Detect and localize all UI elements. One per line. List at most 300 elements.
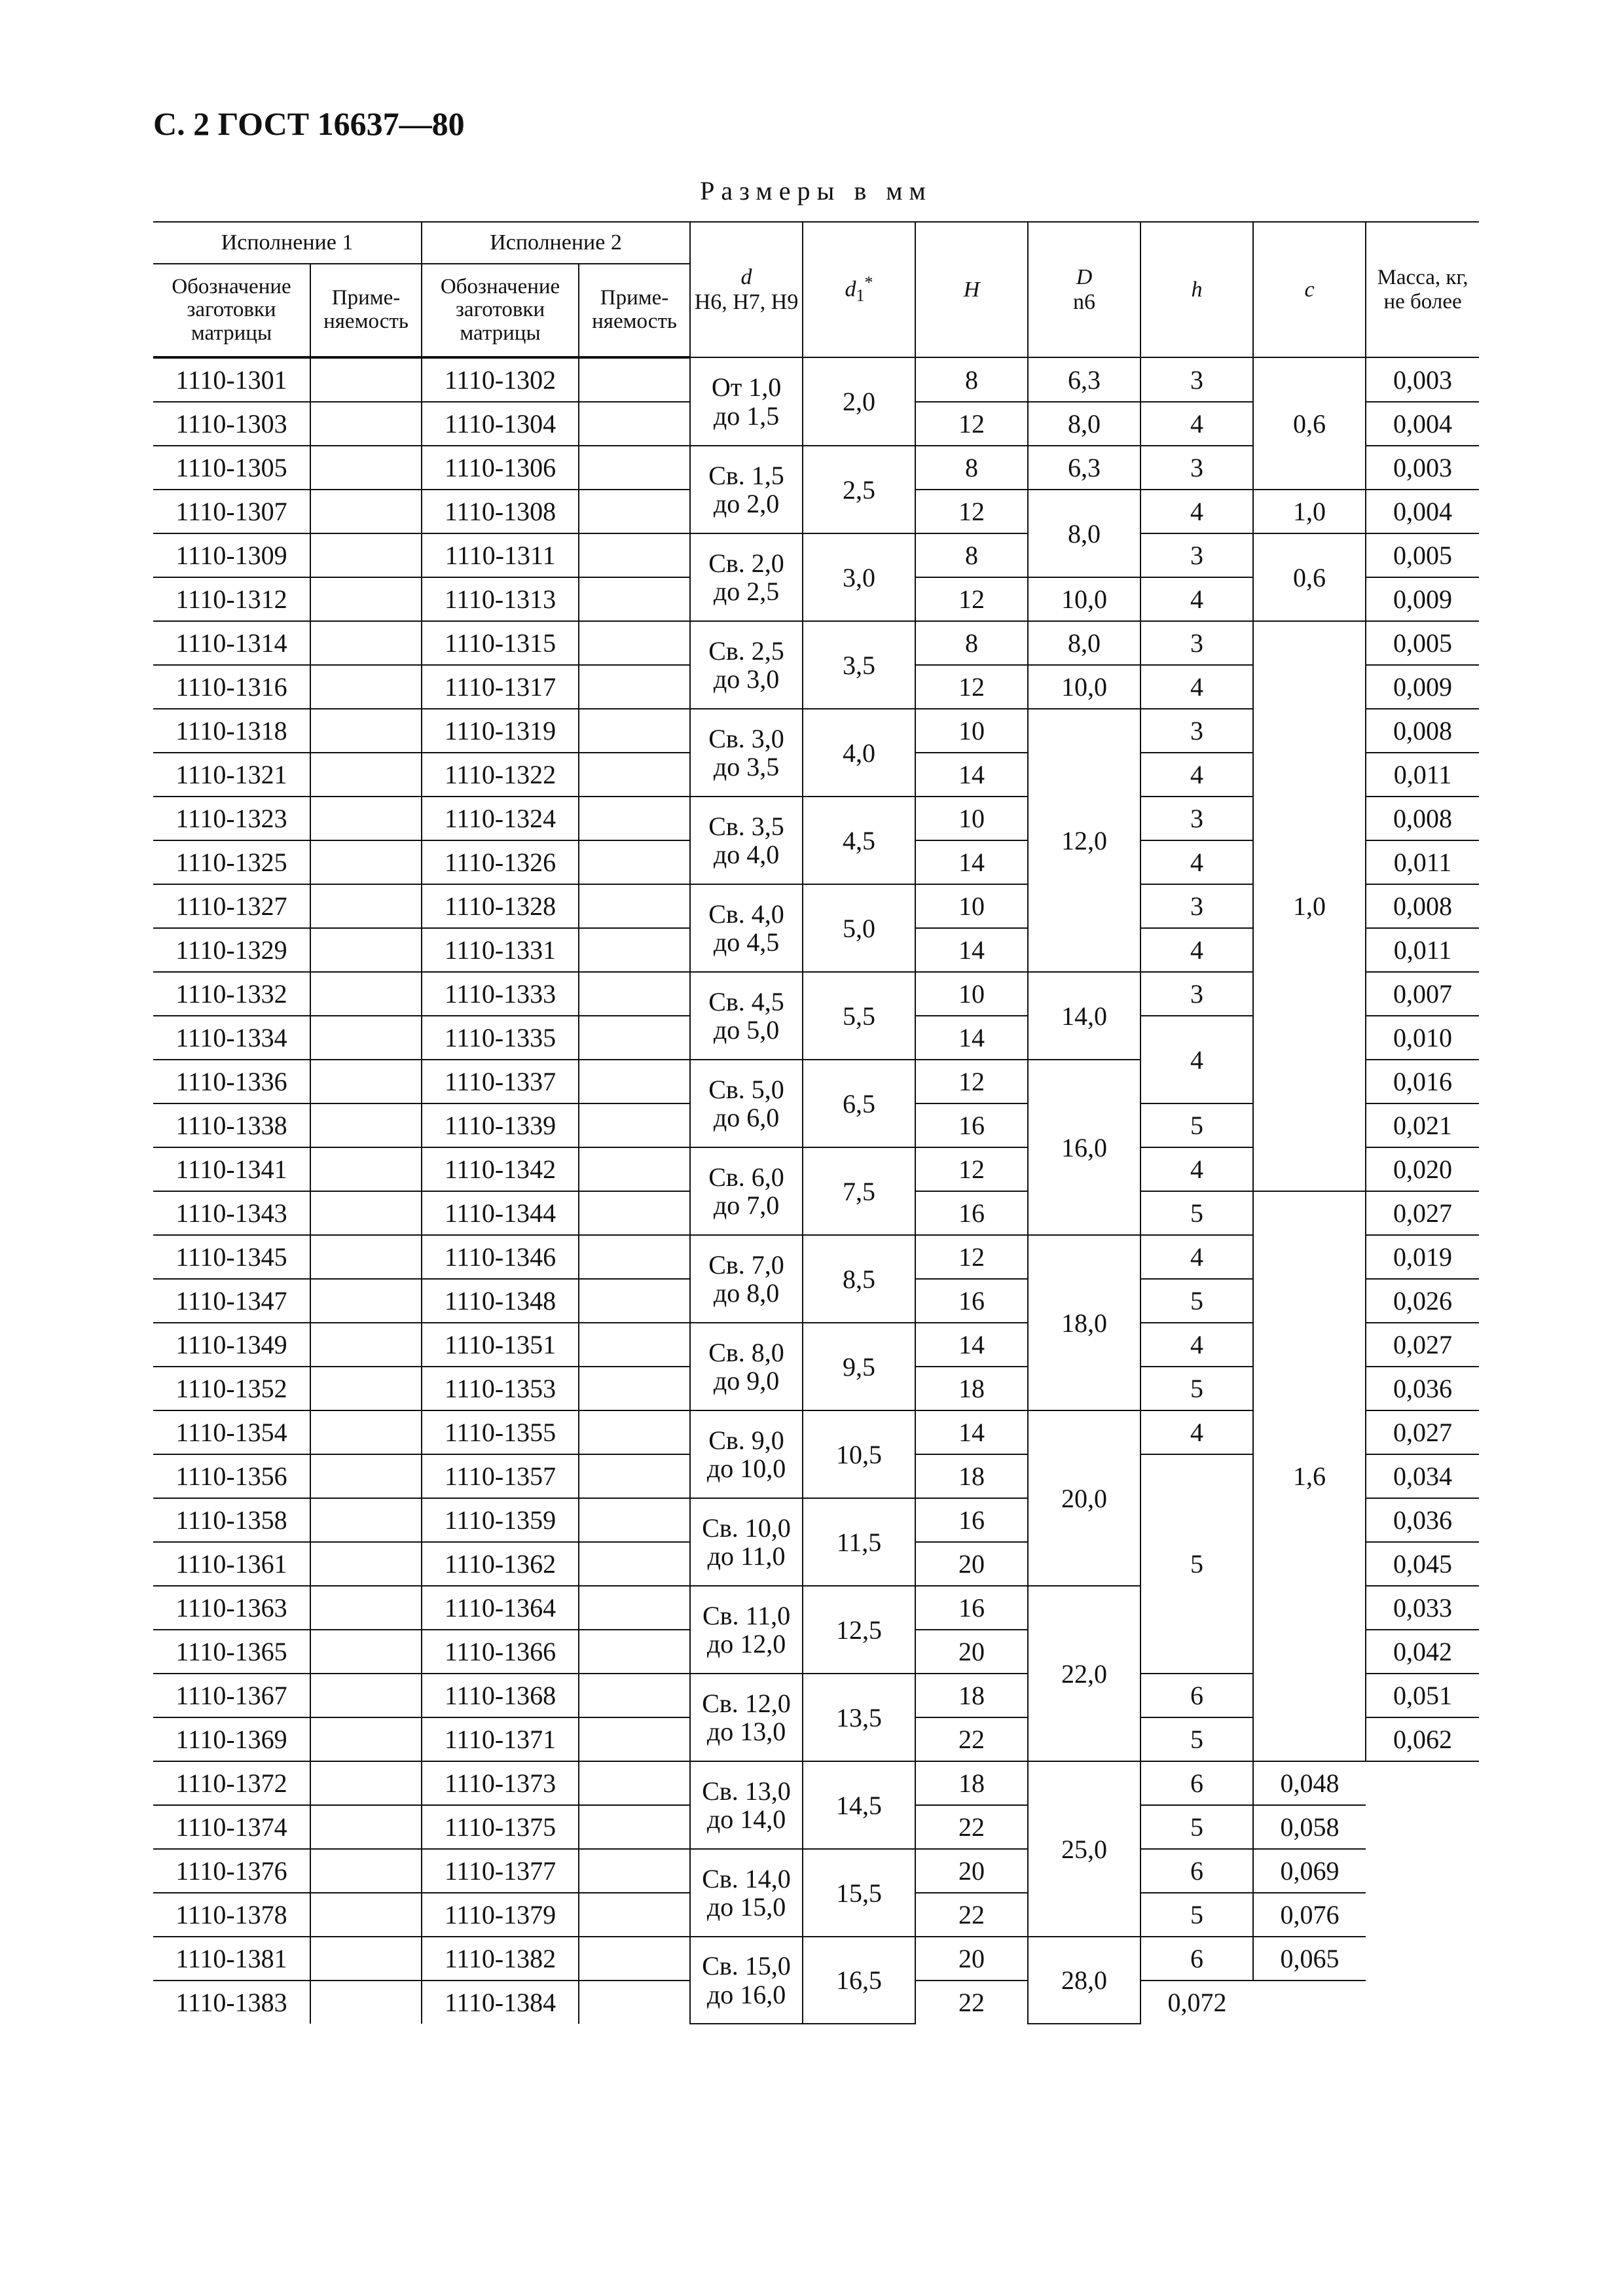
cell-H: 20 [915, 1849, 1028, 1893]
applicability-2 [579, 1630, 690, 1674]
cell-d: Св. 12,0 до 13,0 [690, 1674, 803, 1761]
cell-H: 8 [915, 357, 1028, 402]
designation-2: 1110-1346 [422, 1235, 579, 1279]
applicability-1 [310, 1630, 422, 1674]
cell-h: 5 [1140, 1805, 1253, 1849]
cell-H: 18 [915, 1367, 1028, 1410]
cell-H: 10 [915, 884, 1028, 928]
applicability-2 [579, 533, 690, 577]
cell-mass: 0,010 [1366, 1016, 1479, 1060]
designation-2: 1110-1353 [422, 1367, 579, 1410]
applicability-2 [579, 1279, 690, 1323]
applicability-2 [579, 709, 690, 753]
page-header: С. 2 ГОСТ 16637—80 [153, 105, 465, 142]
cell-h: 3 [1140, 797, 1253, 840]
D-tolerance: n6 [1073, 289, 1096, 314]
designation-1: 1110-1356 [153, 1454, 310, 1498]
applicability-1 [310, 357, 422, 402]
applicability-1 [310, 1981, 422, 2024]
applicability-2 [579, 753, 690, 797]
cell-H: 18 [915, 1761, 1028, 1805]
designation-1: 1110-1318 [153, 709, 310, 753]
applicability-2 [579, 1016, 690, 1060]
cell-d: Св. 2,0 до 2,5 [690, 533, 803, 621]
applicability-1 [310, 402, 422, 446]
cell-H: 20 [915, 1937, 1028, 1981]
cell-d: Св. 5,0 до 6,0 [690, 1060, 803, 1147]
applicability-1 [310, 1410, 422, 1454]
applicability-1 [310, 709, 422, 753]
cell-mass: 0,011 [1366, 753, 1479, 797]
column-header-mass: Масса, кг, не более [1366, 222, 1479, 357]
designation-2: 1110-1328 [422, 884, 579, 928]
designation-1: 1110-1374 [153, 1805, 310, 1849]
cell-H: 8 [915, 533, 1028, 577]
cell-D: 6,3 [1028, 446, 1140, 490]
dimensions-table [153, 221, 1479, 2024]
applicability-1 [310, 1323, 422, 1367]
designation-2: 1110-1322 [422, 753, 579, 797]
cell-H: 14 [915, 753, 1028, 797]
cell-h: 5 [1140, 1279, 1253, 1323]
cell-D: 22,0 [1028, 1586, 1140, 1761]
designation-1: 1110-1367 [153, 1674, 310, 1717]
designation-2: 1110-1315 [422, 621, 579, 665]
cell-H: 14 [915, 1410, 1028, 1454]
cell-h: 4 [1140, 402, 1253, 446]
cell-d: Св. 7,0 до 8,0 [690, 1235, 803, 1323]
cell-H: 22 [915, 1805, 1028, 1849]
designation-2: 1110-1384 [422, 1981, 579, 2024]
cell-mass: 0,042 [1366, 1630, 1479, 1674]
designation-1: 1110-1354 [153, 1410, 310, 1454]
cell-mass: 0,033 [1366, 1586, 1479, 1630]
d-symbol: d [740, 265, 752, 290]
cell-d: Св. 6,0 до 7,0 [690, 1147, 803, 1235]
cell-mass: 0,058 [1253, 1805, 1366, 1849]
cell-H: 18 [915, 1454, 1028, 1498]
cell-mass: 0,008 [1366, 884, 1479, 928]
designation-2: 1110-1333 [422, 972, 579, 1016]
applicability-1 [310, 665, 422, 709]
cell-mass: 0,004 [1366, 402, 1479, 446]
cell-mass: 0,005 [1366, 533, 1479, 577]
cell-h: 5 [1140, 1103, 1253, 1147]
applicability-1 [310, 797, 422, 840]
D-symbol: D [1076, 265, 1093, 290]
cell-H: 16 [915, 1586, 1028, 1630]
cell-D: 8,0 [1028, 621, 1140, 665]
designation-2: 1110-1308 [422, 490, 579, 533]
applicability-1 [310, 533, 422, 577]
table-row [153, 533, 1479, 577]
applicability-1 [310, 753, 422, 797]
applicability-2 [579, 1761, 690, 1805]
designation-2: 1110-1331 [422, 928, 579, 972]
designation-2: 1110-1348 [422, 1279, 579, 1323]
applicability-2 [579, 840, 690, 884]
designation-2: 1110-1359 [422, 1498, 579, 1542]
designation-1: 1110-1314 [153, 621, 310, 665]
designation-2: 1110-1379 [422, 1893, 579, 1937]
applicability-2 [579, 402, 690, 446]
designation-1: 1110-1325 [153, 840, 310, 884]
designation-1: 1110-1378 [153, 1893, 310, 1937]
cell-h: 3 [1140, 709, 1253, 753]
designation-1: 1110-1301 [153, 357, 310, 402]
cell-H: 16 [915, 1498, 1028, 1542]
cell-D: 25,0 [1028, 1761, 1140, 1937]
cell-mass: 0,021 [1366, 1103, 1479, 1147]
cell-d1: 16,5 [803, 1937, 915, 2024]
cell-d1: 14,5 [803, 1761, 915, 1849]
cell-d: Св. 4,0 до 4,5 [690, 884, 803, 972]
cell-H: 22 [915, 1981, 1028, 2024]
cell-H: 14 [915, 840, 1028, 884]
cell-h: 3 [1140, 357, 1253, 402]
cell-H: 16 [915, 1279, 1028, 1323]
cell-h: 3 [1140, 972, 1253, 1016]
designation-2: 1110-1306 [422, 446, 579, 490]
cell-H: 14 [915, 1323, 1028, 1367]
applicability-2 [579, 1323, 690, 1367]
applicability-2 [579, 1235, 690, 1279]
column-header-h: h [1140, 222, 1253, 357]
designation-2: 1110-1362 [422, 1542, 579, 1586]
cell-h: 4 [1140, 577, 1253, 621]
cell-d: Св. 15,0 до 16,0 [690, 1937, 803, 2024]
column-header-designation-2: Обозначение заготовки матрицы [422, 264, 579, 357]
cell-d: Св. 3,5 до 4,0 [690, 797, 803, 884]
applicability-1 [310, 1761, 422, 1805]
designation-1: 1110-1349 [153, 1323, 310, 1367]
cell-d1: 9,5 [803, 1323, 915, 1410]
applicability-2 [579, 1498, 690, 1542]
cell-H: 8 [915, 621, 1028, 665]
cell-h: 4 [1140, 665, 1253, 709]
designation-2: 1110-1364 [422, 1586, 579, 1630]
designation-2: 1110-1377 [422, 1849, 579, 1893]
designation-2: 1110-1326 [422, 840, 579, 884]
applicability-2 [579, 1454, 690, 1498]
cell-d1: 4,0 [803, 709, 915, 797]
cell-mass: 0,045 [1366, 1542, 1479, 1586]
cell-d: Св. 11,0 до 12,0 [690, 1586, 803, 1674]
cell-mass: 0,019 [1366, 1235, 1479, 1279]
cell-H: 10 [915, 972, 1028, 1016]
cell-h: 5 [1140, 1367, 1253, 1410]
applicability-1 [310, 1060, 422, 1103]
cell-h: 4 [1140, 490, 1253, 533]
applicability-2 [579, 490, 690, 533]
applicability-2 [579, 665, 690, 709]
cell-H: 22 [915, 1717, 1028, 1761]
applicability-1 [310, 1454, 422, 1498]
cell-H: 12 [915, 490, 1028, 533]
designation-1: 1110-1352 [153, 1367, 310, 1410]
column-header-c: c [1253, 222, 1366, 357]
applicability-1 [310, 1147, 422, 1191]
designation-1: 1110-1321 [153, 753, 310, 797]
designation-2: 1110-1351 [422, 1323, 579, 1367]
cell-mass: 0,009 [1366, 665, 1479, 709]
applicability-2 [579, 1849, 690, 1893]
cell-c: 1,0 [1253, 621, 1366, 1191]
applicability-1 [310, 577, 422, 621]
cell-H: 20 [915, 1630, 1028, 1674]
designation-2: 1110-1355 [422, 1410, 579, 1454]
cell-mass: 0,003 [1366, 357, 1479, 402]
cell-H: 10 [915, 709, 1028, 753]
cell-h: 4 [1140, 840, 1253, 884]
cell-d1: 2,5 [803, 446, 915, 533]
cell-mass: 0,065 [1253, 1937, 1366, 1981]
designation-2: 1110-1342 [422, 1147, 579, 1191]
cell-h: 5 [1140, 1191, 1253, 1235]
designation-2: 1110-1317 [422, 665, 579, 709]
group-header-execution-1: Исполнение 1 [153, 222, 422, 264]
cell-mass: 0,011 [1366, 840, 1479, 884]
cell-D: 12,0 [1028, 709, 1140, 972]
cell-H: 14 [915, 1016, 1028, 1060]
cell-mass: 0,027 [1366, 1410, 1479, 1454]
designation-2: 1110-1302 [422, 357, 579, 402]
cell-H: 20 [915, 1542, 1028, 1586]
designation-1: 1110-1381 [153, 1937, 310, 1981]
applicability-2 [579, 1586, 690, 1630]
cell-mass: 0,007 [1366, 972, 1479, 1016]
cell-d: Св. 3,0 до 3,5 [690, 709, 803, 797]
applicability-1 [310, 1235, 422, 1279]
cell-d: Св. 2,5 до 3,0 [690, 621, 803, 709]
designation-2: 1110-1375 [422, 1805, 579, 1849]
applicability-1 [310, 1367, 422, 1410]
cell-H: 12 [915, 577, 1028, 621]
applicability-1 [310, 1016, 422, 1060]
applicability-2 [579, 1367, 690, 1410]
cell-c: 1,6 [1253, 1191, 1366, 1761]
table-row [153, 1849, 1479, 1893]
cell-h: 4 [1140, 1410, 1253, 1454]
designation-1: 1110-1341 [153, 1147, 310, 1191]
applicability-2 [579, 1805, 690, 1849]
applicability-2 [579, 1191, 690, 1235]
applicability-1 [310, 1805, 422, 1849]
applicability-1 [310, 928, 422, 972]
applicability-2 [579, 1981, 690, 2024]
designation-1: 1110-1383 [153, 1981, 310, 2024]
cell-d: От 1,0 до 1,5 [690, 357, 803, 446]
cell-mass: 0,034 [1366, 1454, 1479, 1498]
column-header-D [1028, 222, 1140, 357]
cell-h: 6 [1140, 1674, 1253, 1717]
designation-2: 1110-1373 [422, 1761, 579, 1805]
designation-2: 1110-1313 [422, 577, 579, 621]
group-header-execution-2: Исполнение 2 [422, 222, 690, 264]
designation-1: 1110-1369 [153, 1717, 310, 1761]
cell-H: 22 [915, 1893, 1028, 1937]
applicability-2 [579, 884, 690, 928]
cell-d: Св. 4,5 до 5,0 [690, 972, 803, 1060]
designation-1: 1110-1376 [153, 1849, 310, 1893]
designation-1: 1110-1363 [153, 1586, 310, 1630]
designation-1: 1110-1332 [153, 972, 310, 1016]
applicability-1 [310, 1893, 422, 1937]
cell-D: 8,0 [1028, 490, 1140, 577]
designation-1: 1110-1358 [153, 1498, 310, 1542]
cell-mass: 0,005 [1366, 621, 1479, 665]
cell-h: 4 [1140, 1323, 1253, 1367]
applicability-1 [310, 884, 422, 928]
designation-2: 1110-1382 [422, 1937, 579, 1981]
cell-c: 1,0 [1253, 490, 1366, 533]
applicability-2 [579, 1060, 690, 1103]
cell-d1: 5,0 [803, 884, 915, 972]
table-row [153, 1937, 1479, 1981]
cell-d1: 15,5 [803, 1849, 915, 1937]
cell-h: 5 [1140, 1893, 1253, 1937]
cell-H: 18 [915, 1674, 1028, 1717]
cell-mass: 0,027 [1366, 1191, 1479, 1235]
applicability-1 [310, 972, 422, 1016]
designation-1: 1110-1343 [153, 1191, 310, 1235]
applicability-2 [579, 972, 690, 1016]
cell-mass: 0,036 [1366, 1498, 1479, 1542]
cell-d1: 5,5 [803, 972, 915, 1060]
cell-h: 6 [1140, 1937, 1253, 1981]
column-header-applicability-1: Приме-няемость [310, 264, 422, 357]
applicability-1 [310, 1103, 422, 1147]
designation-1: 1110-1372 [153, 1761, 310, 1805]
applicability-1 [310, 1279, 422, 1323]
applicability-2 [579, 1674, 690, 1717]
table-row [153, 621, 1479, 665]
cell-mass: 0,036 [1366, 1367, 1479, 1410]
cell-d1: 3,0 [803, 533, 915, 621]
cell-D: 16,0 [1028, 1060, 1140, 1235]
cell-H: 12 [915, 1235, 1028, 1279]
table-row [153, 1761, 1479, 1805]
cell-d1: 6,5 [803, 1060, 915, 1147]
designation-1: 1110-1365 [153, 1630, 310, 1674]
designation-2: 1110-1368 [422, 1674, 579, 1717]
designation-2: 1110-1344 [422, 1191, 579, 1235]
designation-1: 1110-1334 [153, 1016, 310, 1060]
cell-H: 12 [915, 1060, 1028, 1103]
applicability-1 [310, 621, 422, 665]
applicability-2 [579, 1717, 690, 1761]
cell-mass: 0,062 [1366, 1717, 1479, 1761]
cell-mass: 0,009 [1366, 577, 1479, 621]
applicability-2 [579, 446, 690, 490]
designation-2: 1110-1311 [422, 533, 579, 577]
designation-1: 1110-1307 [153, 490, 310, 533]
cell-mass: 0,048 [1253, 1761, 1366, 1805]
cell-d1: 10,5 [803, 1410, 915, 1498]
cell-D: 10,0 [1028, 577, 1140, 621]
cell-d1: 3,5 [803, 621, 915, 709]
designation-2: 1110-1324 [422, 797, 579, 840]
cell-mass: 0,020 [1366, 1147, 1479, 1191]
cell-h: 4 [1140, 1147, 1253, 1191]
cell-D: 6,3 [1028, 357, 1140, 402]
cell-mass: 0,076 [1253, 1893, 1366, 1937]
cell-h: 4 [1140, 928, 1253, 972]
cell-h: 3 [1140, 446, 1253, 490]
applicability-1 [310, 1586, 422, 1630]
d-tolerance: Н6, Н7, Н9 [694, 289, 799, 314]
designation-1: 1110-1345 [153, 1235, 310, 1279]
applicability-2 [579, 621, 690, 665]
applicability-2 [579, 797, 690, 840]
applicability-2 [579, 1937, 690, 1981]
applicability-1 [310, 1937, 422, 1981]
table-row [153, 357, 1479, 402]
column-header-d [690, 222, 803, 357]
cell-d1: 7,5 [803, 1147, 915, 1235]
cell-H: 16 [915, 1191, 1028, 1235]
cell-H: 12 [915, 1147, 1028, 1191]
applicability-2 [579, 1103, 690, 1147]
cell-h: 3 [1140, 621, 1253, 665]
applicability-1 [310, 1542, 422, 1586]
cell-d1: 4,5 [803, 797, 915, 884]
cell-mass: 0,008 [1366, 797, 1479, 840]
cell-d1: 2,0 [803, 357, 915, 446]
applicability-2 [579, 357, 690, 402]
designation-1: 1110-1309 [153, 533, 310, 577]
cell-mass: 0,011 [1366, 928, 1479, 972]
cell-mass: 0,004 [1366, 490, 1479, 533]
applicability-1 [310, 446, 422, 490]
cell-d: Св. 1,5 до 2,0 [690, 446, 803, 533]
applicability-1 [310, 1498, 422, 1542]
cell-D: 10,0 [1028, 665, 1140, 709]
cell-d: Св. 13,0 до 14,0 [690, 1761, 803, 1849]
applicability-2 [579, 1893, 690, 1937]
cell-mass: 0,069 [1253, 1849, 1366, 1893]
cell-D: 14,0 [1028, 972, 1140, 1060]
units-caption: Размеры в мм [700, 176, 932, 206]
designation-1: 1110-1327 [153, 884, 310, 928]
applicability-2 [579, 1542, 690, 1586]
applicability-2 [579, 1410, 690, 1454]
cell-mass: 0,027 [1366, 1323, 1479, 1367]
cell-H: 16 [915, 1103, 1028, 1147]
cell-D: 28,0 [1028, 1937, 1140, 2024]
applicability-2 [579, 1147, 690, 1191]
applicability-1 [310, 1849, 422, 1893]
designation-1: 1110-1347 [153, 1279, 310, 1323]
cell-h: 6 [1140, 1761, 1253, 1805]
cell-H: 8 [915, 446, 1028, 490]
column-header-designation-1: Обозначение заготовки матрицы [153, 264, 310, 357]
cell-mass: 0,016 [1366, 1060, 1479, 1103]
applicability-1 [310, 490, 422, 533]
designation-1: 1110-1323 [153, 797, 310, 840]
cell-h: 3 [1140, 884, 1253, 928]
applicability-1 [310, 1674, 422, 1717]
cell-d1: 12,5 [803, 1586, 915, 1674]
designation-2: 1110-1366 [422, 1630, 579, 1674]
cell-d: Св. 10,0 до 11,0 [690, 1498, 803, 1586]
cell-d1: 11,5 [803, 1498, 915, 1586]
cell-d1: 8,5 [803, 1235, 915, 1323]
cell-D: 8,0 [1028, 402, 1140, 446]
cell-h: 5 [1140, 1717, 1253, 1761]
designation-2: 1110-1304 [422, 402, 579, 446]
cell-h: 6 [1140, 1849, 1253, 1893]
